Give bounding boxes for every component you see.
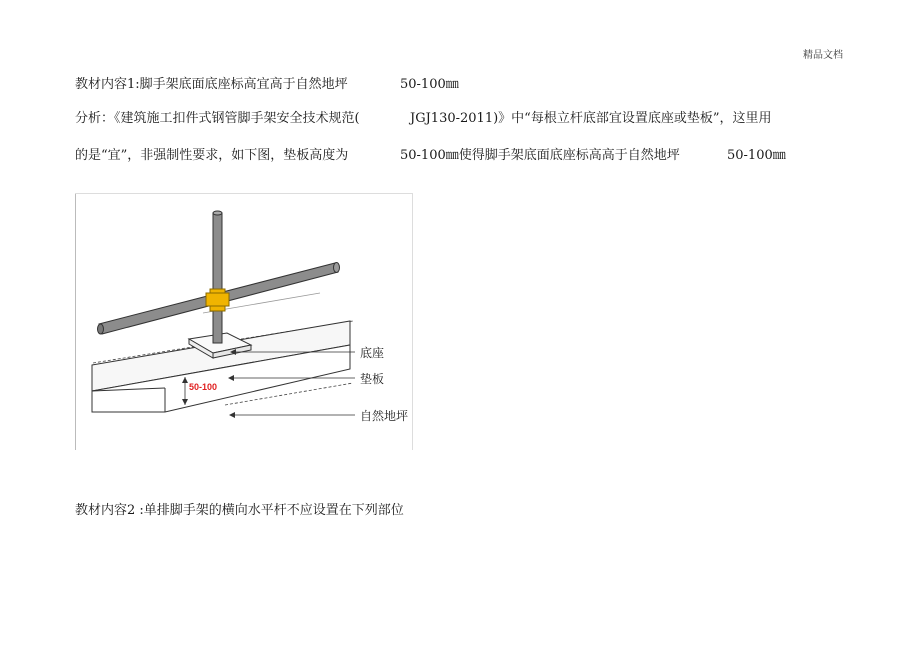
analysis-line2-c: 50-100㎜ (727, 148, 786, 163)
analysis-line1-b: JGJ130-2011)》中“每根立杆底部宜设置底座或垫板”，这里用 (410, 111, 772, 126)
callout-ground-arrow (229, 412, 355, 418)
scaffold-base-figure (75, 193, 413, 450)
label-ground: 自然地坪 (360, 409, 409, 423)
content1-value: 50-100㎜ (400, 77, 459, 92)
analysis-line1-a: 分析：《建筑施工扣件式钢管脚手架安全技术规范( (75, 111, 360, 126)
analysis-line2-a: 的是“宜”，非强制性要求，如下图，垫板高度为 (75, 148, 349, 163)
analysis-line2-b: 50-100㎜使得脚手架底面底座标高高于自然地坪 (400, 148, 680, 163)
label-pad: 垫板 (360, 372, 385, 386)
content1-label: 教材内容1:脚手架底面底座标高宜高于自然地坪 (75, 77, 348, 92)
header-mark: 精品文档 (803, 50, 843, 61)
content2-label: 教材内容2 :单排脚手架的横向水平杆不应设置在下列部位 (75, 503, 404, 518)
dimension-label: 50-100 (189, 382, 218, 392)
scaffold-diagram (75, 193, 413, 450)
label-base: 底座 (360, 346, 385, 360)
vertical-pipe (213, 211, 222, 343)
